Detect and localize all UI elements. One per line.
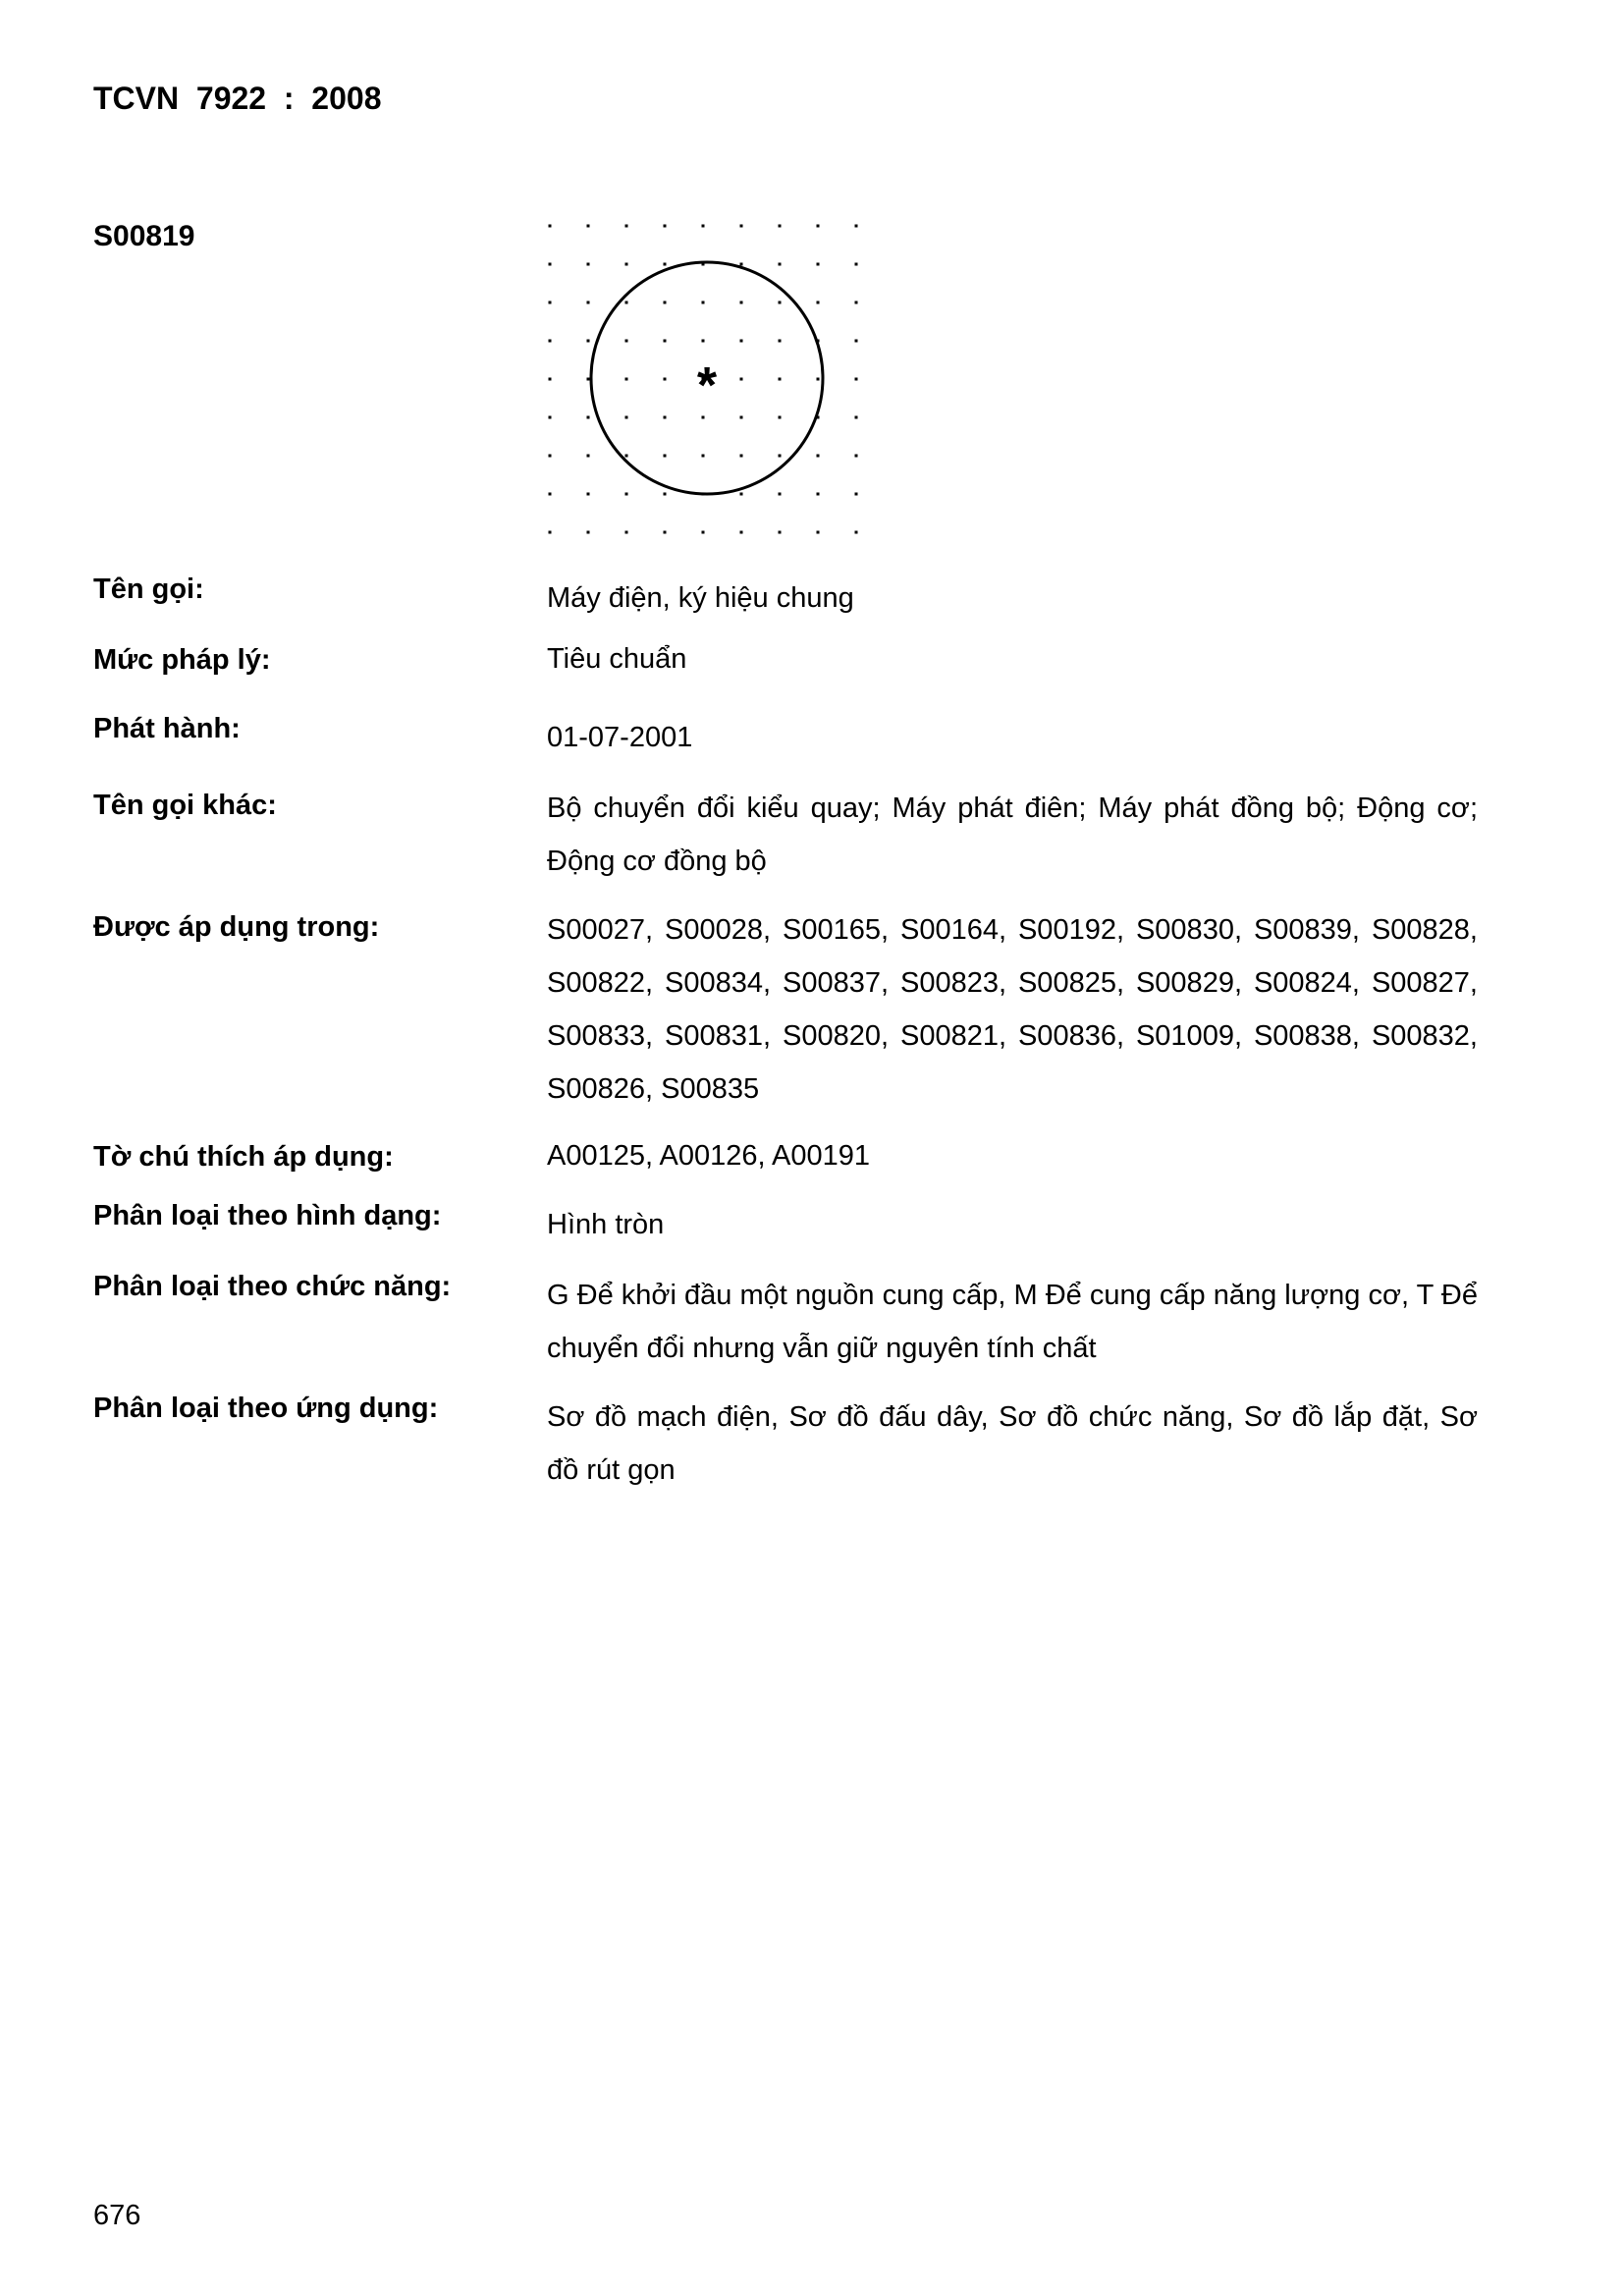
grid-dot [664,340,667,343]
grid-dot [625,378,628,381]
field-label: Phân loại theo chức năng: [93,1271,452,1302]
grid-dot [779,263,782,266]
grid-dot [740,301,743,304]
grid-dot [664,531,667,534]
grid-dot [549,531,552,534]
field-value: 01-07-2001 [547,722,693,753]
grid-dot [740,531,743,534]
grid-dot [587,531,590,534]
field-label: Được áp dụng trong: [93,911,380,943]
field-value: Hình tròn [547,1209,665,1240]
grid-dot [549,301,552,304]
grid-dot [855,378,858,381]
grid-dot [549,225,552,228]
grid-dot [817,301,820,304]
grid-dot [702,531,705,534]
grid-dot [664,225,667,228]
grid-dot [625,263,628,266]
field-value: Máy điện, ký hiệu chung [547,582,854,614]
grid-dot [549,455,552,458]
grid-dot [625,493,628,496]
field-value: G Để khởi đầu một nguồn cung cấp, M Để cung cấp năng lượng cơ, T Để chuyển đổi nhưng vẫn giữ nguyên tính chất [547,1280,1478,1364]
field-label: Tên gọi: [93,574,204,605]
grid-dot [817,455,820,458]
grid-dot [740,378,743,381]
grid-dot [855,225,858,228]
grid-dot [664,301,667,304]
grid-dot [587,225,590,228]
grid-dot [625,301,628,304]
grid-dot [587,340,590,343]
grid-dot [664,455,667,458]
grid-dot [664,263,667,266]
field-value: Bộ chuyển đổi kiểu quay; Máy phát điên; Máy phát đồng bộ; Động cơ; Động cơ đồng bộ [547,793,1478,877]
grid-dot [702,340,705,343]
field-value: Tiêu chuẩn [547,643,687,675]
field-label: Phát hành: [93,713,241,744]
grid-dot [817,531,820,534]
grid-dot [664,378,667,381]
grid-dot [549,378,552,381]
asterisk-icon: * [696,357,718,414]
grid-dot [817,493,820,496]
grid-dot [549,416,552,419]
field-label: Tên gọi khác: [93,790,277,821]
grid-dot [702,455,705,458]
grid-dot [549,493,552,496]
grid-dot [817,263,820,266]
grid-dot [587,493,590,496]
grid-dot [740,225,743,228]
grid-dot [702,225,705,228]
symbol-figure [530,206,884,560]
grid-dot [549,263,552,266]
grid-dot [625,416,628,419]
grid-dot [587,301,590,304]
grid-dot [740,263,743,266]
grid-dot [702,301,705,304]
grid-dot [625,225,628,228]
grid-dot [855,263,858,266]
grid-dot [587,455,590,458]
grid-dot [779,531,782,534]
grid-dot [817,225,820,228]
document-header: TCVN 7922 : 2008 [93,81,382,116]
field-label: Phân loại theo ứng dụng: [93,1393,439,1424]
grid-dot [779,416,782,419]
grid-dot [740,493,743,496]
grid-dot [779,455,782,458]
grid-dot [702,416,705,419]
field-value: S00027, S00028, S00165, S00164, S00192, S00830, S00839, S00828, S00822, S00834, S00837, S00823, S00825, S00829, S00824, S00827, S00833, S00831, S00820, S00821, S00836, S01009, S00838, S00832, S00826, S00835 [547,914,1478,1105]
grid-dot [625,531,628,534]
grid-dot [664,416,667,419]
grid-dot [587,378,590,381]
grid-dot [779,340,782,343]
field-value: A00125, A00126, A00191 [547,1140,870,1172]
grid-dot [549,340,552,343]
grid-dot [625,455,628,458]
grid-dot [664,493,667,496]
grid-dot [740,416,743,419]
grid-dot [740,455,743,458]
grid-dot [779,301,782,304]
grid-dot [855,416,858,419]
grid-dot [587,416,590,419]
grid-dot [779,378,782,381]
symbol-code: S00819 [93,220,195,252]
field-label: Tờ chú thích áp dụng: [93,1141,394,1173]
field-label: Phân loại theo hình dạng: [93,1200,442,1231]
field-value: Sơ đồ mạch điện, Sơ đồ đấu dây, Sơ đồ chức năng, Sơ đồ lắp đặt, Sơ đồ rút gọn [547,1401,1478,1486]
grid-dot [855,340,858,343]
grid-dot [855,455,858,458]
field-label: Mức pháp lý: [93,644,271,676]
grid-dot [855,301,858,304]
grid-dot [779,493,782,496]
grid-dot [587,263,590,266]
grid-dot [855,493,858,496]
grid-dot [779,225,782,228]
page-number: 676 [93,2200,141,2231]
grid-dot [855,531,858,534]
grid-dot [817,378,820,381]
grid-dot [740,340,743,343]
grid-dot [625,340,628,343]
